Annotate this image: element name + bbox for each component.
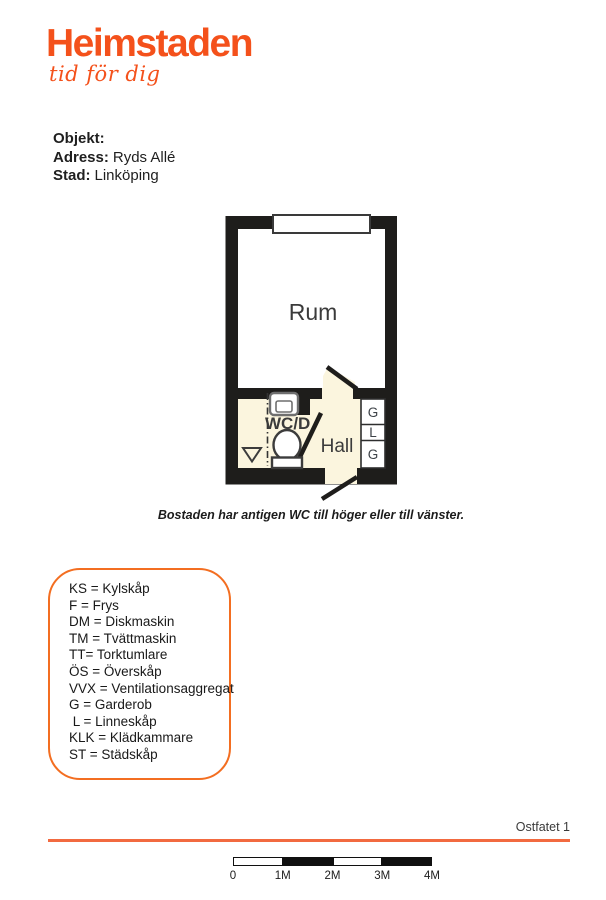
- legend-item: G = Garderob: [69, 697, 152, 713]
- closet-label-g1: G: [367, 405, 379, 420]
- adress-line: [53, 149, 175, 168]
- toilet-bowl: [274, 430, 301, 460]
- sink-basin: [276, 401, 292, 412]
- room-label-rum: Rum: [288, 299, 338, 325]
- objekt-line: [53, 130, 175, 149]
- closet-label-l: L: [369, 425, 377, 440]
- brand-tagline: tid för dig: [49, 62, 161, 86]
- legend-item: L = Linneskåp: [69, 713, 157, 729]
- toilet-tank: [272, 458, 302, 469]
- legend-item: VVX = Ventilationsaggregat: [69, 680, 234, 696]
- scale-label: 2M: [324, 870, 341, 882]
- legend-box: [48, 568, 234, 780]
- scale-label: 3M: [374, 870, 391, 882]
- footer-rule: [48, 839, 570, 842]
- scale-label: 1M: [274, 870, 291, 882]
- room-label-wc: WC/D: [265, 414, 311, 433]
- stad-line: [53, 167, 175, 186]
- scale-label: 0: [229, 870, 237, 882]
- legend-item: F = Frys: [69, 597, 119, 613]
- divider-wall-right: [353, 388, 385, 399]
- scale-segment: [382, 857, 432, 866]
- legend-item: KLK = Klädkammare: [69, 730, 194, 746]
- legend-item: ST = Städskåp: [69, 746, 158, 762]
- scale-segment: [333, 857, 383, 866]
- stad-label: Stad:: [53, 167, 91, 184]
- stad-value: Linköping: [94, 167, 159, 184]
- room-label-hall: Hall: [320, 436, 354, 457]
- heimstaden-logo: Heimstaden: [46, 22, 253, 65]
- scale-bar: [233, 857, 432, 866]
- legend-item: TM = Tvättmaskin: [69, 630, 177, 646]
- floor-plan: [220, 210, 405, 505]
- objekt-label: Objekt:: [53, 130, 105, 147]
- adress-label: Adress:: [53, 148, 109, 166]
- adress-value: Ryds Allé: [112, 148, 176, 166]
- scale-segment: [233, 857, 283, 866]
- scale-labels: [229, 870, 440, 886]
- legend-item: KS = Kylskåp: [69, 581, 150, 596]
- legend-item: TT= Torktumlare: [69, 647, 168, 663]
- property-info: [53, 130, 175, 186]
- window: [273, 215, 370, 233]
- footer-reference: Ostfatet 1: [515, 820, 570, 834]
- legend-item: DM = Diskmaskin: [69, 614, 175, 630]
- plan-caption: Bostaden har antigen WC till höger eller till vänster.: [157, 508, 465, 522]
- closet-label-g2: G: [367, 447, 379, 462]
- scale-label: 4M: [424, 870, 440, 882]
- scale-segment: [283, 857, 333, 866]
- legend-item: ÖS = Överskåp: [69, 663, 162, 679]
